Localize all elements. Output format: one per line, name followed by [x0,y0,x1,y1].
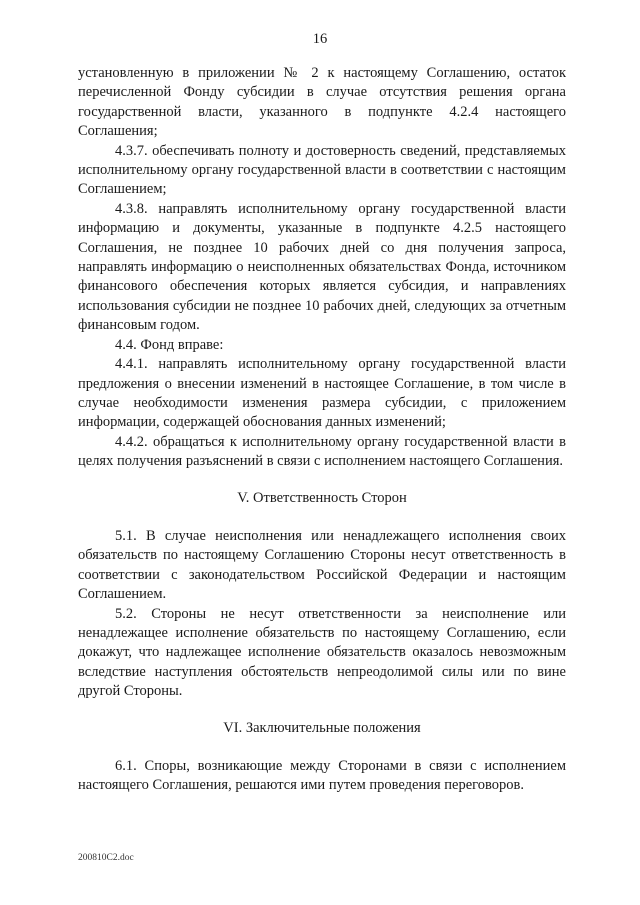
page-number: 16 [312,31,328,47]
paragraph-4-3-7: 4.3.7. обеспечивать полноту и достоверность сведений, представляемых исполнительному органу государственной власти в соответствии с настоящим Соглашением; [78,142,566,198]
paragraph-4-3-8: 4.3.8. направлять исполнительному органу государственной власти информацию и документы, указанные в подпункте 4.2.5 настоящего Соглашения, не позднее 10 рабочих дней со дня получения запроса, направлять информацию о неисполненных обязательствах Фонда, источником финансового обеспечения которых является субсидия, и направлениях использования субсидии не позднее 10 рабочих дней, следующих за отчетным финансовым годом. [78,200,566,334]
paragraph-5-2: 5.2. Стороны не несут ответственности за неисполнение или ненадлежащее исполнение обязательств по настоящему Соглашению, если докажут, что надлежащее исполнение обязательств оказалось невозможным вследствие наступления обстоятельств непреодолимой силы или по вине другой Стороны. [78,605,566,700]
paragraph-4-4-1: 4.4.1. направлять исполнительному органу государственной власти предложения о внесении изменений в настоящее Соглашение, в том числе в случае необходимости изменения размера субсидии, с приложением информации, содержащей обоснования данных изменений; [78,356,566,431]
section-v-heading: V. Ответственность Сторон [237,489,407,506]
document-body [78,64,566,796]
section-vi-heading: VI. Заключительные положения [223,719,421,736]
paragraph-4-4-2: 4.4.2. обращаться к исполнительному органу государственной власти в целях получения разъяснений в связи с исполнением настоящего Соглашения. [78,433,566,470]
paragraph-continuation: установленную в приложении № 2 к настоящему Соглашению, остаток перечисленной Фонду субсидии в случае отсутствия решения органа государственной власти, указанного в подпункте 4.2.4 настоящего Соглашения; [78,65,566,140]
footer-filename: 200810С2.doc [78,853,134,863]
paragraph-4-4: 4.4. Фонд вправе: [115,336,224,353]
paragraph-5-1: 5.1. В случае неисполнения или ненадлежащего исполнения своих обязательств по настоящему Соглашению Стороны несут ответственность в соответствии с законодательством Российской Федерации и настоящим Соглашением. [78,527,566,603]
paragraph-6-1: 6.1. Споры, возникающие между Сторонами в связи с исполнением настоящего Соглашения, решаются ими путем проведения переговоров. [78,758,566,794]
